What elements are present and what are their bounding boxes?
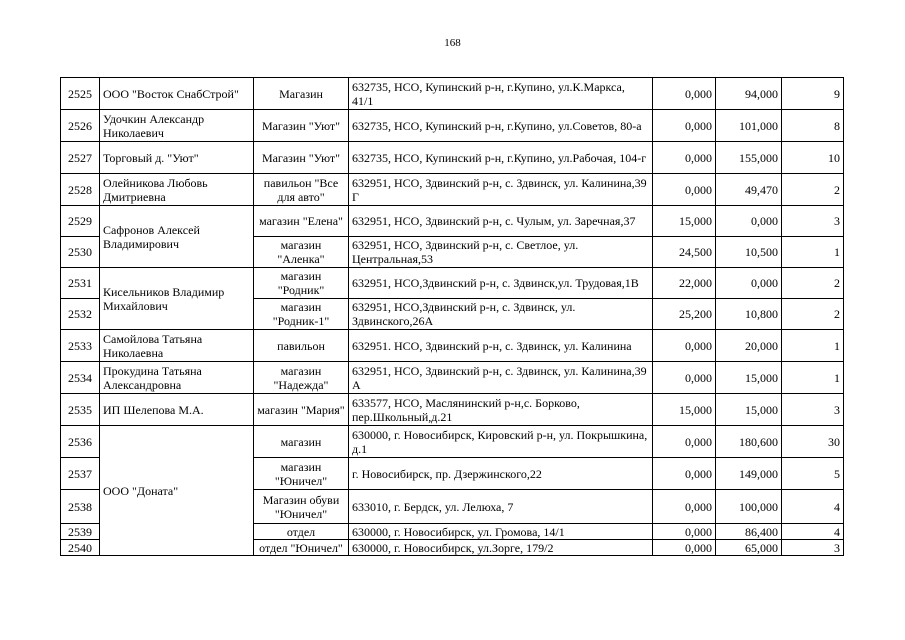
object-type: Магазин обуви "Юничел"	[254, 490, 349, 524]
object-type: отдел	[254, 524, 349, 540]
value-2: 100,000	[716, 490, 782, 524]
value-3: 1	[782, 330, 844, 362]
value-1: 24,500	[653, 237, 716, 268]
value-2: 49,470	[716, 174, 782, 206]
row-number: 2531	[61, 268, 100, 299]
address: 632735, НСО, Купинский р-н, г.Купино, ул.Советов, 80-а	[349, 110, 653, 142]
table-row	[61, 394, 844, 426]
address: 630000, г. Новосибирск, ул.Зорге, 179/2	[349, 540, 653, 556]
value-2: 94,000	[716, 78, 782, 110]
address: 633577, НСО, Маслянинский р-н,с. Борково, пер.Школьный,д.21	[349, 394, 653, 426]
value-3: 4	[782, 490, 844, 524]
owner-name: ИП Шелепова М.А.	[100, 394, 254, 426]
address: 632951, НСО, Здвинский р-н, с. Здвинск, ул. Калинина,39 Г	[349, 174, 653, 206]
page-number: 168	[444, 37, 461, 49]
row-number: 2537	[61, 458, 100, 490]
value-1: 15,000	[653, 394, 716, 426]
object-type: магазин "Мария"	[254, 394, 349, 426]
value-2: 86,400	[716, 524, 782, 540]
table-row	[61, 78, 844, 110]
row-number: 2534	[61, 362, 100, 394]
table-row	[61, 142, 844, 174]
value-3: 8	[782, 110, 844, 142]
object-type: магазин	[254, 426, 349, 458]
object-type: магазин "Родник"	[254, 268, 349, 299]
value-3: 2	[782, 174, 844, 206]
table-row	[61, 362, 844, 394]
value-1: 0,000	[653, 426, 716, 458]
owner-name: Олейникова Любовь Дмитриевна	[100, 174, 254, 206]
value-2: 20,000	[716, 330, 782, 362]
value-2: 149,000	[716, 458, 782, 490]
owner-name: Кисельников Владимир Михайлович	[100, 268, 254, 330]
address: 632951, НСО, Здвинский р-н, с. Чулым, ул. Заречная,37	[349, 206, 653, 237]
object-type: отдел "Юничел"	[254, 540, 349, 556]
value-3: 30	[782, 426, 844, 458]
value-1: 22,000	[653, 268, 716, 299]
value-1: 0,000	[653, 330, 716, 362]
owner-name: Торговый д. "Уют"	[100, 142, 254, 174]
value-1: 0,000	[653, 458, 716, 490]
value-3: 9	[782, 78, 844, 110]
address: 632951. НСО, Здвинский р-н, с. Здвинск, ул. Калинина	[349, 330, 653, 362]
address: 632951, НСО, Здвинский р-н, с. Здвинск, ул. Калинина,39 А	[349, 362, 653, 394]
address: 632951, НСО,Здвинский р-н, с. Здвинск, ул. Здвинского,26А	[349, 299, 653, 330]
value-1: 25,200	[653, 299, 716, 330]
object-type: Магазин "Уют"	[254, 110, 349, 142]
value-2: 15,000	[716, 394, 782, 426]
value-1: 0,000	[653, 142, 716, 174]
address: 632735, НСО, Купинский р-н, г.Купино, ул.Рабочая, 104-г	[349, 142, 653, 174]
row-number: 2532	[61, 299, 100, 330]
value-1: 0,000	[653, 524, 716, 540]
table-row	[61, 110, 844, 142]
owner-name: ООО "Восток СнабСтрой"	[100, 78, 254, 110]
object-type: Магазин "Уют"	[254, 142, 349, 174]
row-number: 2540	[61, 540, 100, 556]
object-type: магазин "Елена"	[254, 206, 349, 237]
value-3: 3	[782, 540, 844, 556]
value-2: 0,000	[716, 206, 782, 237]
table-row	[61, 268, 844, 299]
value-2: 10,500	[716, 237, 782, 268]
value-3: 4	[782, 524, 844, 540]
row-number: 2539	[61, 524, 100, 540]
owner-name: Прокудина Татьяна Александровна	[100, 362, 254, 394]
owner-name: Самойлова Татьяна Николаевна	[100, 330, 254, 362]
object-type: магазин "Родник-1"	[254, 299, 349, 330]
table-row	[61, 206, 844, 237]
address: 630000, г. Новосибирск, Кировский р-н, ул. Покрышкина, д.1	[349, 426, 653, 458]
value-2: 10,800	[716, 299, 782, 330]
row-number: 2527	[61, 142, 100, 174]
row-number: 2536	[61, 426, 100, 458]
value-2: 155,000	[716, 142, 782, 174]
address: 632951, НСО,Здвинский р-н, с. Здвинск,ул. Трудовая,1В	[349, 268, 653, 299]
value-3: 10	[782, 142, 844, 174]
table-row	[61, 174, 844, 206]
object-type: павильон	[254, 330, 349, 362]
row-number: 2525	[61, 78, 100, 110]
value-3: 3	[782, 206, 844, 237]
table-row	[61, 330, 844, 362]
row-number: 2526	[61, 110, 100, 142]
value-1: 0,000	[653, 540, 716, 556]
object-type: магазин "Надежда"	[254, 362, 349, 394]
value-3: 1	[782, 237, 844, 268]
row-number: 2535	[61, 394, 100, 426]
address: 632735, НСО, Купинский р-н, г.Купино, ул.К.Маркса, 41/1	[349, 78, 653, 110]
value-2: 180,600	[716, 426, 782, 458]
value-1: 0,000	[653, 110, 716, 142]
value-3: 1	[782, 362, 844, 394]
object-type: павильон "Все для авто"	[254, 174, 349, 206]
object-type: Магазин	[254, 78, 349, 110]
registry-table	[60, 77, 844, 556]
value-3: 3	[782, 394, 844, 426]
value-3: 5	[782, 458, 844, 490]
address: г. Новосибирск, пр. Дзержинского,22	[349, 458, 653, 490]
value-2: 65,000	[716, 540, 782, 556]
row-number: 2538	[61, 490, 100, 524]
row-number: 2530	[61, 237, 100, 268]
value-3: 2	[782, 268, 844, 299]
value-2: 101,000	[716, 110, 782, 142]
row-number: 2529	[61, 206, 100, 237]
address: 633010, г. Бердск, ул. Лелюха, 7	[349, 490, 653, 524]
value-2: 0,000	[716, 268, 782, 299]
value-1: 0,000	[653, 174, 716, 206]
value-1: 0,000	[653, 362, 716, 394]
value-1: 0,000	[653, 78, 716, 110]
owner-name: ООО "Доната"	[100, 426, 254, 556]
address: 630000, г. Новосибирск, ул. Громова, 14/1	[349, 524, 653, 540]
value-1: 15,000	[653, 206, 716, 237]
object-type: магазин "Аленка"	[254, 237, 349, 268]
value-2: 15,000	[716, 362, 782, 394]
row-number: 2533	[61, 330, 100, 362]
value-3: 2	[782, 299, 844, 330]
row-number: 2528	[61, 174, 100, 206]
table-row	[61, 426, 844, 458]
object-type: магазин "Юничел"	[254, 458, 349, 490]
value-1: 0,000	[653, 490, 716, 524]
address: 632951, НСО, Здвинский р-н, с. Светлое, ул. Центральная,53	[349, 237, 653, 268]
owner-name: Удочкин Александр Николаевич	[100, 110, 254, 142]
owner-name: Сафронов Алексей Владимирович	[100, 206, 254, 268]
